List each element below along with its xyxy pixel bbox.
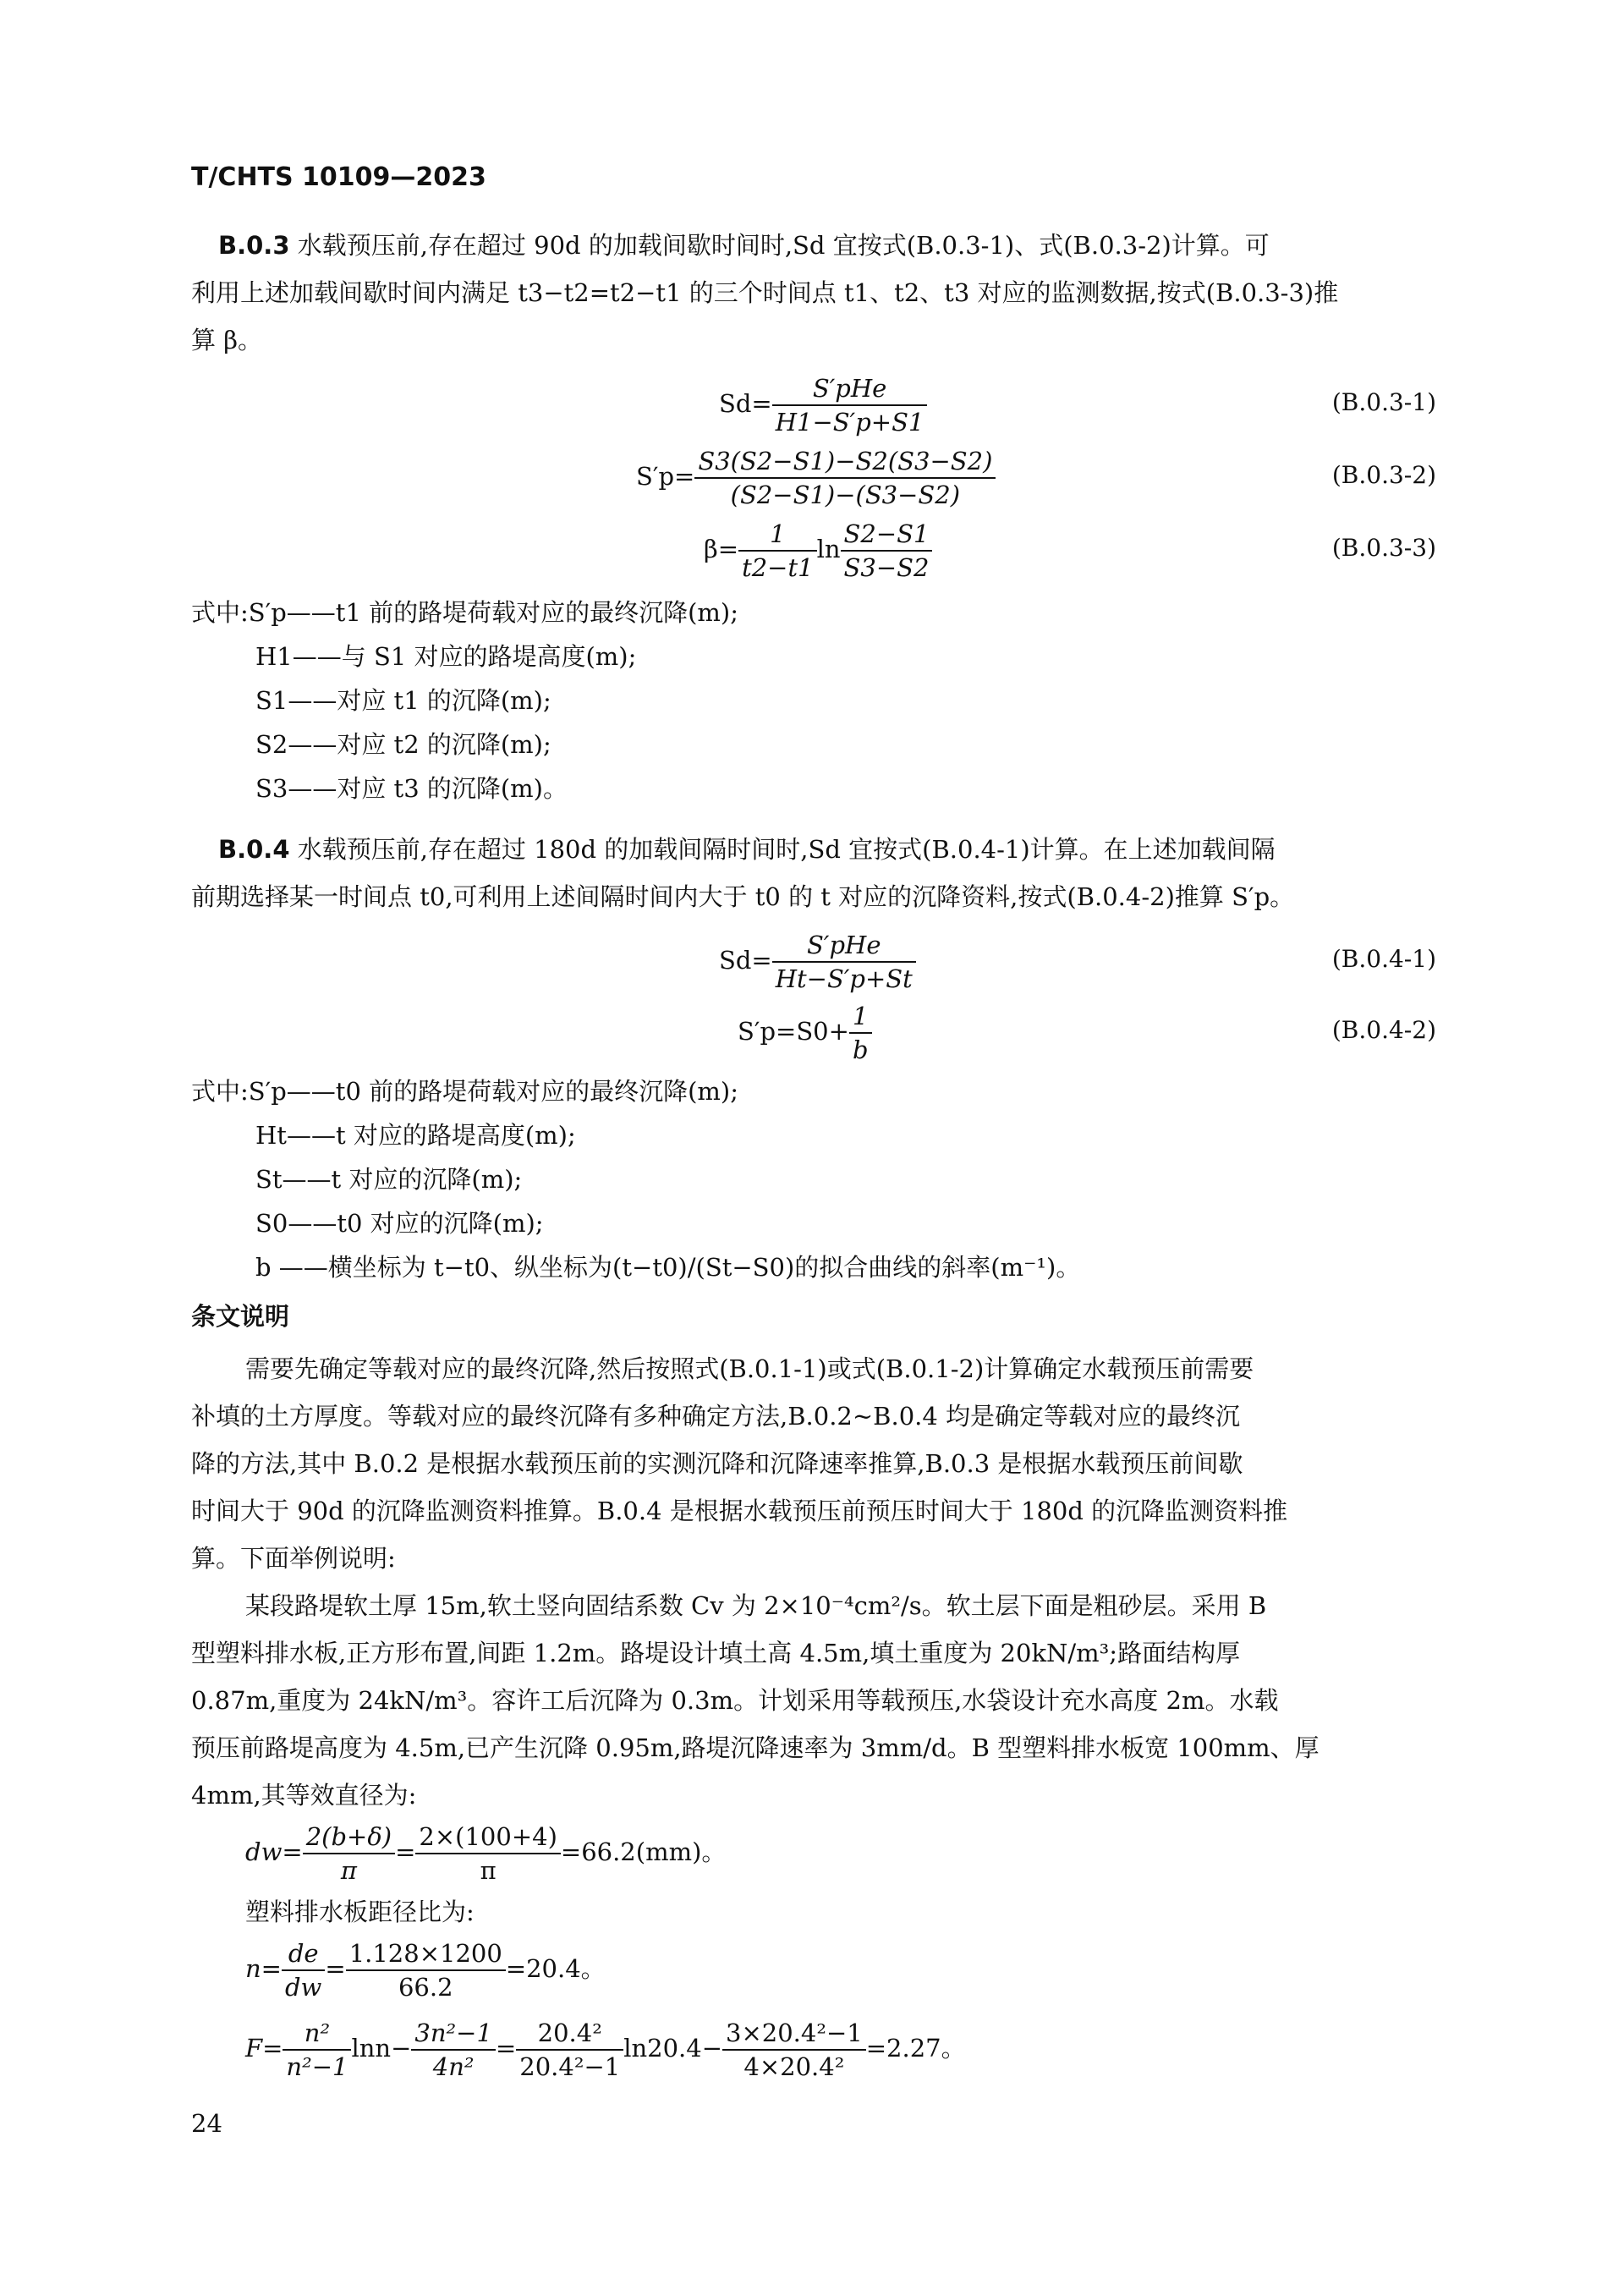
- equation-spacing-ratio: [245, 1937, 606, 2003]
- fraction: [738, 518, 817, 584]
- explanation-para1-line-4: 时间大于 90d 的沉降监测资料推算。B.0.4 是根据水载预压前预压时间大于 180d 的沉降监测资料推: [191, 1497, 1288, 1525]
- numerator: 1: [849, 1000, 872, 1034]
- b04-clause-number: B.0.4: [218, 835, 290, 864]
- b03-where-2: H1——与 S1 对应的路堤高度(m);: [255, 642, 637, 671]
- equation-number-b031: (B.0.3-1): [1331, 388, 1436, 416]
- b03-where-4: S2——对应 t2 的沉降(m);: [255, 730, 551, 759]
- b04-where-5: b ——横坐标为 t−t0、纵坐标为(t−t0)/(St−S0)的拟合曲线的斜率(m⁻¹)。: [255, 1253, 1081, 1282]
- denominator: b: [852, 1035, 869, 1064]
- denominator: 66.2: [398, 1973, 453, 2002]
- equation-lhs: S′p=: [636, 462, 695, 491]
- numerator: n²: [283, 2017, 351, 2051]
- denominator: dw: [284, 1973, 322, 2002]
- equation-F: [245, 2017, 966, 2083]
- equation-result: =20.4。: [505, 1954, 606, 1983]
- fraction: [772, 929, 916, 995]
- equation-lhs: Sd=: [719, 946, 772, 975]
- b03-line-2: 利用上述加载间歇时间内满足 t3−t2=t2−t1 的三个时间点 t1、t2、t3 对应的监测数据,按式(B.0.3-3)推: [191, 278, 1339, 307]
- denominator: 20.4²−1: [519, 2052, 621, 2081]
- fraction: [346, 1937, 506, 2003]
- numerator: 20.4²: [516, 2017, 623, 2051]
- numerator: 2(b+δ): [303, 1821, 395, 1854]
- numerator: 3×20.4²−1: [722, 2017, 866, 2051]
- equation-lhs: S′p=S0+: [738, 1017, 849, 1046]
- explanation-para2-line-4: 预压前路堤高度为 4.5m,已产生沉降 0.95m,路堤沉降速率为 3mm/d。B 型塑料排水板宽 100mm、厚: [191, 1733, 1320, 1762]
- numerator: 3n²−1: [411, 2017, 496, 2051]
- b04-text-1: 水载预压前,存在超过 180d 的加载间隔时间时,Sd 宜按式(B.0.4-1)计算。在上述加载间隔: [297, 835, 1276, 864]
- b03-clause-number: B.0.3: [218, 231, 290, 260]
- explanation-para2-line-5: 4mm,其等效直径为:: [191, 1781, 417, 1810]
- denominator: (S2−S1)−(S3−S2): [730, 481, 961, 509]
- numerator: 2×(100+4): [415, 1821, 560, 1854]
- numerator: 1.128×1200: [346, 1937, 506, 1971]
- equation-middle-term: ln20.4−: [623, 2034, 723, 2063]
- denominator: H1−S′p+S1: [775, 408, 924, 437]
- denominator: n²−1: [286, 2052, 348, 2081]
- page-number: 24: [191, 2109, 222, 2138]
- explanation-para1-line-3: 降的方法,其中 B.0.2 是根据水载预压前的实测沉降和沉降速率推算,B.0.3 是根据水载预压前间歇: [191, 1449, 1243, 1478]
- equation-b041: [719, 929, 916, 995]
- numerator: 1: [738, 518, 817, 552]
- numerator: S3(S2−S1)−S2(S3−S2): [694, 445, 996, 479]
- denominator: Ht−S′p+St: [775, 964, 913, 993]
- equation-lhs: n=: [245, 1954, 282, 1983]
- equals-sign: =: [395, 1837, 416, 1866]
- fraction: [841, 518, 933, 584]
- equation-number-b032: (B.0.3-2): [1331, 461, 1436, 489]
- explanation-para1-line-1: 需要先确定等载对应的最终沉降,然后按照式(B.0.1-1)或式(B.0.1-2)计算确定水载预压前需要: [245, 1354, 1254, 1383]
- denominator: 4×20.4²: [743, 2052, 845, 2081]
- numerator: de: [282, 1937, 325, 1971]
- fraction: [772, 372, 928, 438]
- explanation-para2-line-2: 型塑料排水板,正方形布置,间距 1.2m。路堤设计填土高 4.5m,填土重度为 20kN/m³;路面结构厚: [191, 1639, 1241, 1667]
- explanation-para2-line-1: 某段路堤软土厚 15m,软土竖向固结系数 Cv 为 2×10⁻⁴cm²/s。软土层下面是粗砂层。采用 B: [245, 1591, 1267, 1620]
- equals-sign: =: [325, 1954, 346, 1983]
- b04-where-3: St——t 对应的沉降(m);: [255, 1165, 523, 1194]
- document-code: T/CHTS 10109—2023: [191, 162, 486, 192]
- b04-where-1: 式中:S′p——t0 前的路堤荷载对应的最终沉降(m);: [191, 1077, 739, 1106]
- numerator: S2−S1: [841, 518, 933, 552]
- fraction: [415, 1821, 560, 1887]
- denominator: π: [340, 1856, 357, 1885]
- fraction: [282, 1937, 325, 2003]
- explanation-para2-line-3: 0.87m,重度为 24kN/m³。容许工后沉降为 0.3m。计划采用等载预压,水袋设计充水高度 2m。水载: [191, 1686, 1279, 1715]
- equation-b033: [704, 518, 932, 584]
- equation-lhs: β=: [704, 535, 739, 563]
- b03-line-3: 算 β。: [191, 326, 262, 354]
- b03-line-1: [218, 228, 1270, 262]
- fraction: [303, 1821, 395, 1887]
- denominator: t2−t1: [742, 553, 814, 582]
- b03-text-1: 水载预压前,存在超过 90d 的加载间歇时间时,Sd 宜按式(B.0.3-1)、式(B.0.3-2)计算。可: [297, 231, 1270, 260]
- equation-lhs: Sd=: [719, 389, 772, 418]
- numerator: S′pHe: [772, 372, 928, 406]
- fraction: [411, 2017, 496, 2083]
- equation-number-b042: (B.0.4-2): [1331, 1016, 1436, 1044]
- equation-middle-term: lnn−: [351, 2034, 412, 2063]
- b04-line-1: [218, 832, 1276, 866]
- b03-where-3: S1——对应 t1 的沉降(m);: [255, 686, 551, 715]
- denominator: S3−S2: [843, 553, 930, 582]
- b04-where-4: S0——t0 对应的沉降(m);: [255, 1209, 544, 1238]
- equation-result: =2.27。: [865, 2034, 966, 2063]
- b04-where-2: Ht——t 对应的路堤高度(m);: [255, 1121, 576, 1150]
- explanation-para1-line-2: 补填的土方厚度。等载对应的最终沉降有多种确定方法,B.0.2~B.0.4 均是确定等载对应的最终沉: [191, 1402, 1241, 1431]
- fraction: [722, 2017, 866, 2083]
- fraction: [694, 445, 996, 511]
- equation-equivalent-diameter: [245, 1821, 726, 1887]
- equation-b042: [738, 1000, 872, 1066]
- equation-lhs: F=: [245, 2034, 283, 2063]
- b03-where-5: S3——对应 t3 的沉降(m)。: [255, 774, 568, 803]
- explanation-para1-line-5: 算。下面举例说明:: [191, 1544, 396, 1573]
- numerator: S′pHe: [772, 929, 916, 963]
- denominator: 4n²: [432, 2052, 475, 2081]
- b03-where-1: 式中:S′p——t1 前的路堤荷载对应的最终沉降(m);: [191, 598, 739, 627]
- b04-line-2: 前期选择某一时间点 t0,可利用上述间隔时间内大于 t0 的 t 对应的沉降资料,按式(B.0.4-2)推算 S′p。: [191, 882, 1295, 911]
- equals-sign: =: [495, 2034, 517, 2063]
- ln-operator: ln: [816, 535, 841, 563]
- fraction: [516, 2017, 623, 2083]
- equation-number-b041: (B.0.4-1): [1331, 945, 1436, 973]
- explanation-heading: 条文说明: [191, 1302, 290, 1331]
- equation-result: =66.2(mm)。: [560, 1837, 727, 1866]
- equation-b031: [719, 372, 927, 438]
- equation-b032: [636, 445, 996, 511]
- fraction: [283, 2017, 351, 2083]
- equation-number-b033: (B.0.3-3): [1331, 534, 1436, 562]
- fraction: [849, 1000, 872, 1066]
- equation-lhs: dw=: [245, 1837, 303, 1866]
- denominator: π: [480, 1856, 497, 1885]
- spacing-ratio-intro: 塑料排水板距径比为:: [245, 1898, 475, 1926]
